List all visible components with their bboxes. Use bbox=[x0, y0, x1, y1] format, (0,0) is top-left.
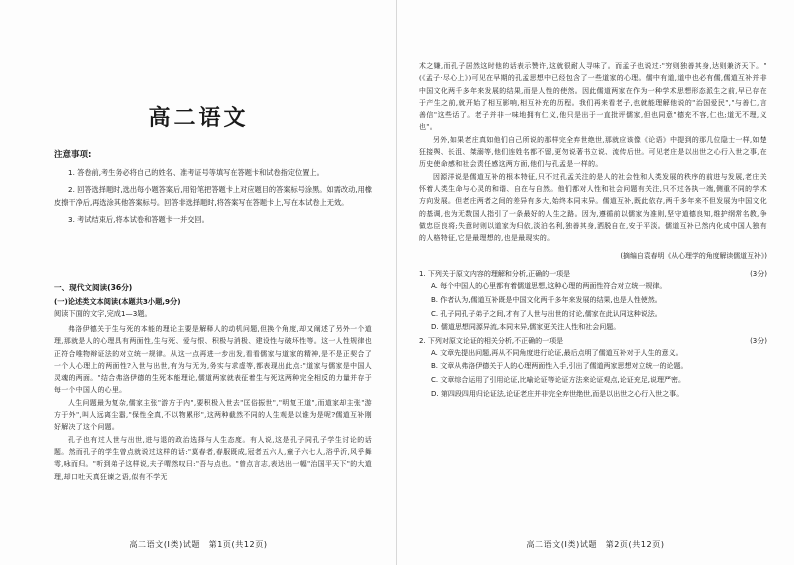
notice-block bbox=[54, 148, 372, 230]
passage-paragraph: 术之嫌,而孔子居然这时他的话表示赞许,这就很耐人寻味了。而孟子也说过:"穷则独善其身,达则兼济天下。"(《孟子·尽心上》)可见在早期的孔孟思想中已经包含了一些道家的心理。儒中有道,道中也必有儒,儒道互补并非中国文化两千多年来发展的结果,而是人性的使然。因此儒道两家在作为一种学术思想形态派生之前,早已存在于产生之前,就开始了相互影响,相互补充的历程。我们再来看老子,也就能理解他说的"治国爱民","与善仁,言善信"这些话了。老子并非一味地拥有仁义,他只是出于一直批评儒家,但也同意"德充不容,仁也;道无不理,义也"。 bbox=[419, 62, 767, 132]
question-2 bbox=[419, 335, 767, 401]
answer-option: D. 第四段四用归论证法,论证老庄并非完全弃世绝世,而是以出世之心行入世之事。 bbox=[431, 389, 684, 398]
answer-option: A. 文章先提出问题,再从不同角度进行论证,最后点明了儒道互补对于人生的意义。 bbox=[431, 348, 683, 357]
passage-paragraph: 孔子也有过人世与出世,进与退的政治选择与人生态度。有人说,这是孔子同孔子学生讨论的话题。然而孔子的学生曾点就说过这样的话:"莫春者,春服既成,冠者五六人,童子六七人,浴乎沂,风乎舞雩,咏而归。"听到弟子这样说,夫子喟然叹曰:"吾与点也。"曾点言志,表达出一幅"治国平天下"的大道理,却口吐天真狂谏之语,似有不学无 bbox=[54, 435, 372, 481]
passage-continued bbox=[419, 60, 767, 401]
answer-option: D. 儒道思想同源异流,本同末异,儒家更关注人性和社会问题。 bbox=[431, 323, 621, 332]
subsection-heading: (一)论述类文本阅读(本题共3小题,9分) bbox=[54, 297, 181, 306]
notice-item: 3. 考试结束后,将本试卷和答题卡一并交回。 bbox=[68, 215, 209, 224]
answer-option: B. 作者认为,儒道互补既是中国文化两千多年来发展的结果,也是人性使然。 bbox=[431, 296, 662, 305]
answer-option: C. 孔子同孔子弟子之间,才有了人世与出世的讨论,儒家在此认同这种说法。 bbox=[431, 309, 662, 318]
reading-instruction: 阅读下面的文字,完成1—3题。 bbox=[54, 309, 152, 318]
question-1 bbox=[419, 268, 767, 334]
page-title: 高二语文 bbox=[148, 106, 249, 131]
passage-source: (摘编自袁春明《从心理学的角度解读儒道互补》) bbox=[620, 252, 767, 261]
passage-paragraph: 弗洛伊德关于生与死的本能的理论主要是解释人的动机问题,但换个角度,却又阐述了另外一个道理,那就是人的心理具有两面性,生与死、爱与恨、积极与消极、建设性与破坏性等。这一人性规律也正符合唯物辩证法的对立统一规律。从这一点再进一步出发,看看儒家与道家的精神,是不是正契合了一个人心理上的两面性?入世与出世,有为与无为,务实与求虚等,都表现出此点:"道家与儒家是中国人灵魂的两面。"结合弗洛伊德的生死本能理论,儒道两家就表征着生与死这两种完全相反的力量并存于每一个中国人的心里。 bbox=[54, 325, 372, 395]
passage-paragraph: 人生问题最为复杂,儒家主张"游方于内",要积极入世去"匡俗振世","明复王道",而道家却主张"游方于外",叫人远离尘嚣,"保性全真,不以物累形",这两种截然不同的人生观是以谁为是呢?儒道互补刚好解决了这个问题。 bbox=[54, 398, 372, 432]
question-score: (3分) bbox=[750, 270, 767, 279]
question-stem: 1. 下列关于原文内容的理解和分析,正确的一项是 bbox=[419, 270, 571, 279]
reading-section bbox=[54, 282, 372, 483]
notice-item: 1. 答卷前,考生务必将自己的姓名、准考证号等填写在答题卡和试卷指定位置上。 bbox=[68, 168, 324, 177]
answer-option: B. 文章从弗洛伊德关于人的心理两面性入手,引出了儒道两家思想对立统一的论题。 bbox=[431, 362, 688, 371]
answer-option: A. 每个中国人的心里都有着儒道思想,这种心理的两面性符合对立统一规律。 bbox=[431, 282, 667, 291]
question-score: (3分) bbox=[750, 336, 767, 345]
passage-paragraph: 因源洋说是儒道互补的根本特征,只不过孔孟关注的是人的社会性和人类发展的秩序的前进与发展,老庄关怀着人类生命与心灵的和谐、自在与自然。他们都对人性和社会问题有关注,只不过各执一端,侧重不同的学术方向发展。但老庄两者之间的差异有多大,始终本同末异。儒道互补,既此依存,两千多年来不但发展为中国文化的基调,也为无数国人指引了一条最好的人生之路。因为,遵循前以儒家为准则,坚守道德良知,维护纲常名教,争做忠臣良将;失意时则以道家为归依,淡泊名利,独善其身,洒脱自在,安于平淡。儒道互补已然内化成中国人独有的人格特征,它是最理想的,也是最现实的。 bbox=[419, 172, 767, 243]
question-stem: 2. 下列对原文论证的相关分析,不正确的一项是 bbox=[419, 336, 564, 345]
page-footer: 高二语文(Ⅰ类)试题 第2页(共12页) bbox=[526, 540, 665, 549]
notice-item: 2. 回答选择题时,选出每小题答案后,用铅笔把答题卡上对应题目的答案标号涂黑。如需改动,用橡皮擦干净后,再选涂其他答案标号。回答非选择题时,将答案写在答题卡上,写在本试卷上无效。 bbox=[54, 185, 372, 207]
section-heading: 一、现代文阅读(36分) bbox=[54, 283, 133, 292]
passage-paragraph: 另外,如果老庄真如他们自己所说的那样完全弃世绝世,那就应该像《论语》中提到的那几位隐士一样,如楚狂接舆、长沮、桀溺等,他们连姓名都不留,更勿说著书立说、流传后世。可见老庄是以出世之心行入世之事,在历史使命感和社会责任感这两方面,他们与孔孟是一样的。 bbox=[419, 135, 767, 169]
notice-heading: 注意事项: bbox=[54, 150, 92, 160]
answer-option: C. 文章综合运用了引用论证,比喻论证等论证方法来论证观点,论证充足,说理严密。 bbox=[431, 376, 686, 385]
page-footer: 高二语文(Ⅰ类)试题 第1页(共12页) bbox=[129, 540, 268, 549]
page-2 bbox=[397, 0, 794, 565]
